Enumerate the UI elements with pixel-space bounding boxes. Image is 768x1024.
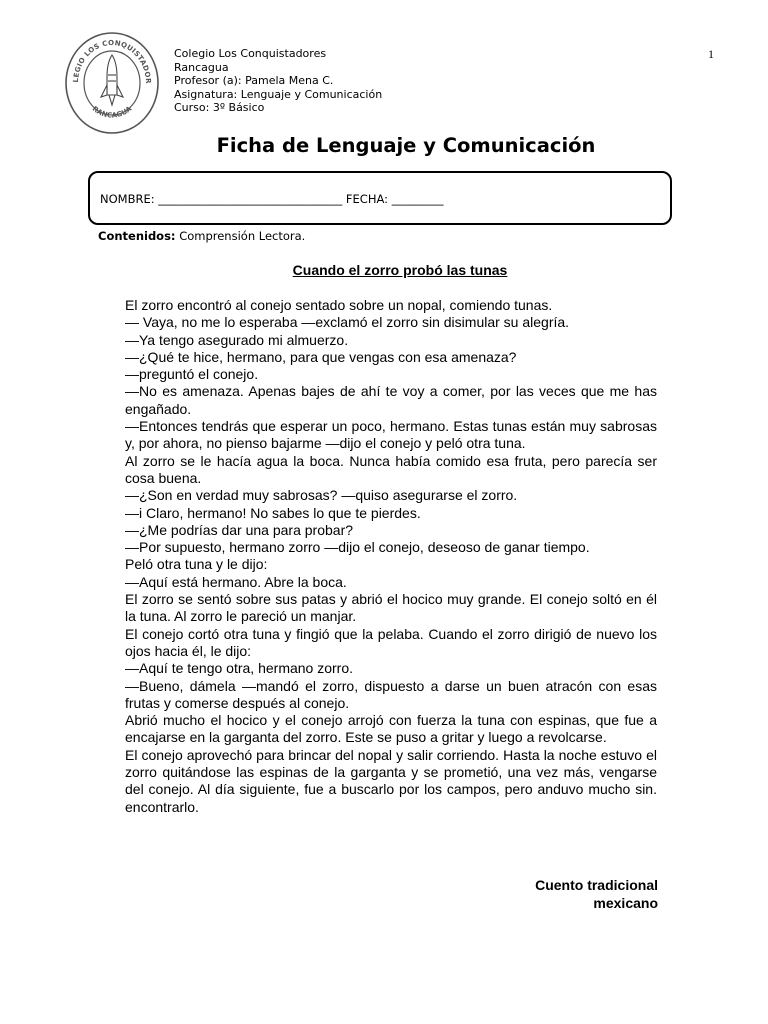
school-city: Rancagua (174, 60, 229, 74)
contents-value: Comprensión Lectora. (179, 229, 306, 243)
story-source-line: Cuento tradicional (535, 877, 658, 893)
school-header (174, 47, 382, 115)
story-paragraph: —¿Son en verdad muy sabrosas? —quiso asegurarse el zorro. (125, 487, 518, 504)
story-paragraph: —preguntó el conejo. (125, 366, 259, 383)
rocket-icon (101, 55, 123, 105)
story-paragraph: — Vaya, no me lo esperaba —exclamó el zorro sin disimular su alegría. (125, 314, 570, 331)
story-paragraph: —Aquí está hermano. Abre la boca. (125, 573, 347, 590)
story-paragraph: —¿Qué te hice, hermano, para que vengas con esa amenaza? (125, 348, 517, 365)
story-paragraph: —Por supuesto, hermano zorro —dijo el conejo, deseoso de ganar tiempo. (125, 539, 590, 556)
story-paragraph: —Bueno, dámela —mandó el zorro, dispuesto a darse un buen atracón con esas frutas y comerse después al conejo. (125, 677, 657, 711)
teacher-name: Profesor (a): Pamela Mena C. (174, 74, 334, 88)
story-source (535, 876, 658, 912)
student-info-line (100, 192, 443, 206)
story-source-line: mexicano (593, 895, 658, 911)
course: Curso: 3º Básico (174, 101, 265, 115)
name-label: NOMBRE: (100, 192, 155, 206)
date-label: FECHA: (345, 192, 389, 206)
story-paragraph: El zorro encontró al conejo sentado sobre un nopal, comiendo tunas. (125, 297, 553, 313)
school-seal-logo (64, 31, 160, 135)
story-paragraph: —Entonces tendrás que esperar un poco, hermano. Estas tunas están muy sabrosas y, por ahora, no pienso bajarme —dijo el conejo y peló otra tuna. (125, 418, 657, 452)
story-paragraph: —No es amenaza. Apenas bajes de ahí te voy a comer, por las veces que me has engañado. (125, 383, 657, 417)
subject: Asignatura: Lenguaje y Comunicación (174, 87, 383, 101)
page-number: 1 (708, 47, 714, 61)
story-body (125, 297, 657, 816)
story-paragraph: El conejo aprovechó para brincar del nopal y salir corriendo. Hasta la noche estuvo el zorro quitándose las espinas de la garganta y se prometió, una vez más, vengarse del conejo. Al día siguiente, fue a buscarlo por los campos, pero anduvo mucho sin. encontrarlo. (125, 746, 657, 815)
seal-text-top: LEGIO LOS CONQUISTADOR (71, 38, 153, 84)
story-paragraph: —Ya tengo asegurado mi almuerzo. (125, 331, 349, 348)
story-paragraph: El zorro se sentó sobre sus patas y abrió el hocico muy grande. El conejo soltó en él la tuna. Al zorro le pareció un manjar. (125, 591, 657, 625)
story-paragraph: El conejo cortó otra tuna y fingió que la pelaba. Cuando el zorro dirigió de nuevo los ojos hacia él, le dijo: (125, 625, 657, 659)
seal-text-bottom: RANCAGUA (90, 104, 134, 120)
story-paragraph: Al zorro se le hacía agua la boca. Nunca había comido esa fruta, pero parecía ser cosa buena. (125, 452, 657, 486)
story-title: Cuando el zorro probó las tunas (292, 262, 508, 278)
date-blank[interactable]: _________ (391, 192, 444, 206)
school-name: Colegio Los Conquistadores (174, 47, 327, 60)
story-paragraph: —¿Me podrías dar una para probar? (125, 521, 354, 538)
svg-text:RANCAGUA (91, 104, 134, 119)
document-title: Ficha de Lenguaje y Comunicación (216, 134, 596, 157)
contents-line (98, 229, 305, 243)
story-paragraph: —Aquí te tengo otra, hermano zorro. (125, 660, 354, 677)
contents-label: Contenidos: (98, 229, 176, 243)
story-paragraph: Peló otra tuna y le dijo: (125, 556, 268, 573)
story-paragraph: Abrió mucho el hocico y el conejo arrojó con fuerza la tuna con espinas, que fue a encajarse en la garganta del zorro. Este se puso a gritar y luego a revolcarse. (125, 712, 657, 746)
student-info-box (88, 171, 672, 225)
name-blank[interactable]: ________________________________ (158, 192, 343, 206)
story-paragraph: —i Claro, hermano! No sabes lo que te pierdes. (125, 504, 421, 521)
